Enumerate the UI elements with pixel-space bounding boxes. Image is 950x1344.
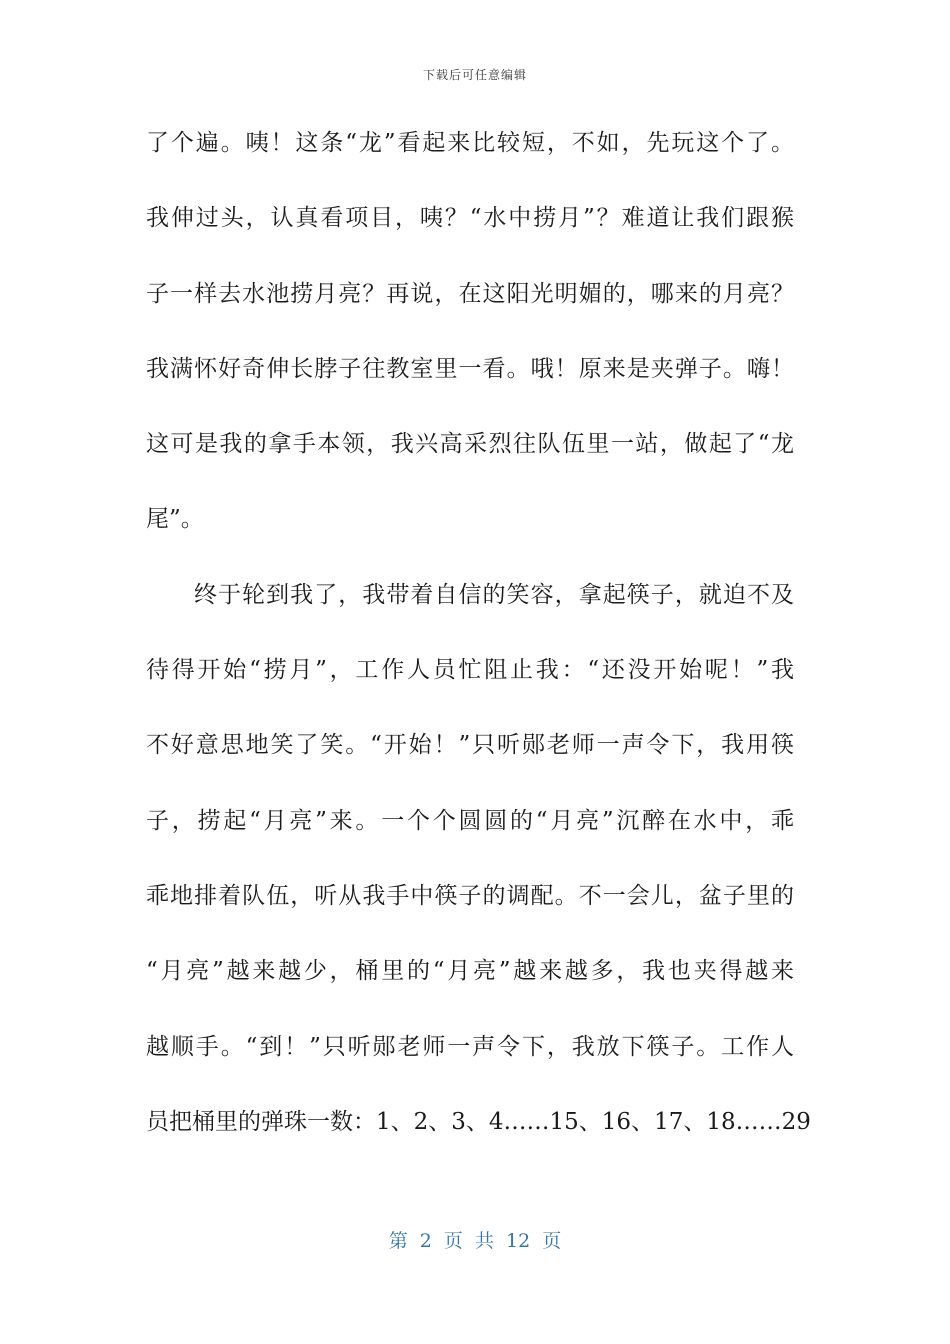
page-footer: 第 2 页 共 12 页 (388, 1230, 562, 1252)
text-line: 乖地排着队伍，听从我手中筷子的调配。不一会儿，盆子里的 (146, 882, 794, 909)
body-text (146, 118, 811, 1172)
text-line: 了个遍。咦！这条“龙”看起来比较短，不如，先玩这个了。 (146, 130, 794, 156)
text-line: 终于轮到我了，我带着自信的笑容，拿起筷子，就迫不及 (194, 581, 794, 608)
text-line: 尾”。 (146, 506, 204, 533)
page-header: 下载后可任意编辑 (422, 68, 527, 82)
text-line: 这可是我的拿手本领，我兴高采烈往队伍里一站，做起了“龙 (146, 431, 794, 458)
text-line: 待得开始“捞月”，工作人员忙阻止我：“还没开始呢！”我 (146, 657, 794, 684)
text-line: 越顺手。“到！”只听郧老师一声令下，我放下筷子。工作人 (146, 1033, 794, 1060)
text-line: “月亮”越来越少，桶里的“月亮”越来越多，我也夹得越来 (146, 958, 794, 985)
text-line: 子，捞起“月亮”来。一个个圆圆的“月亮”沉醉在水中，乖 (146, 807, 794, 834)
text-line: 我满怀好奇伸长脖子往教室里一看。哦！原来是夹弹子。嗨！ (146, 355, 794, 382)
text-line: 子一样去水池捞月亮？再说，在这阳光明媚的，哪来的月亮？ (146, 280, 794, 307)
text-line: 我伸过头，认真看项目，咦？“水中捞月”？难道让我们跟猴 (146, 205, 794, 232)
text-line: 员把桶里的弹珠一数：1、2、3、4……15、16、17、18……29 (146, 1108, 811, 1135)
text-line: 不好意思地笑了笑。“开始！”只听郧老师一声令下，我用筷 (146, 732, 794, 759)
